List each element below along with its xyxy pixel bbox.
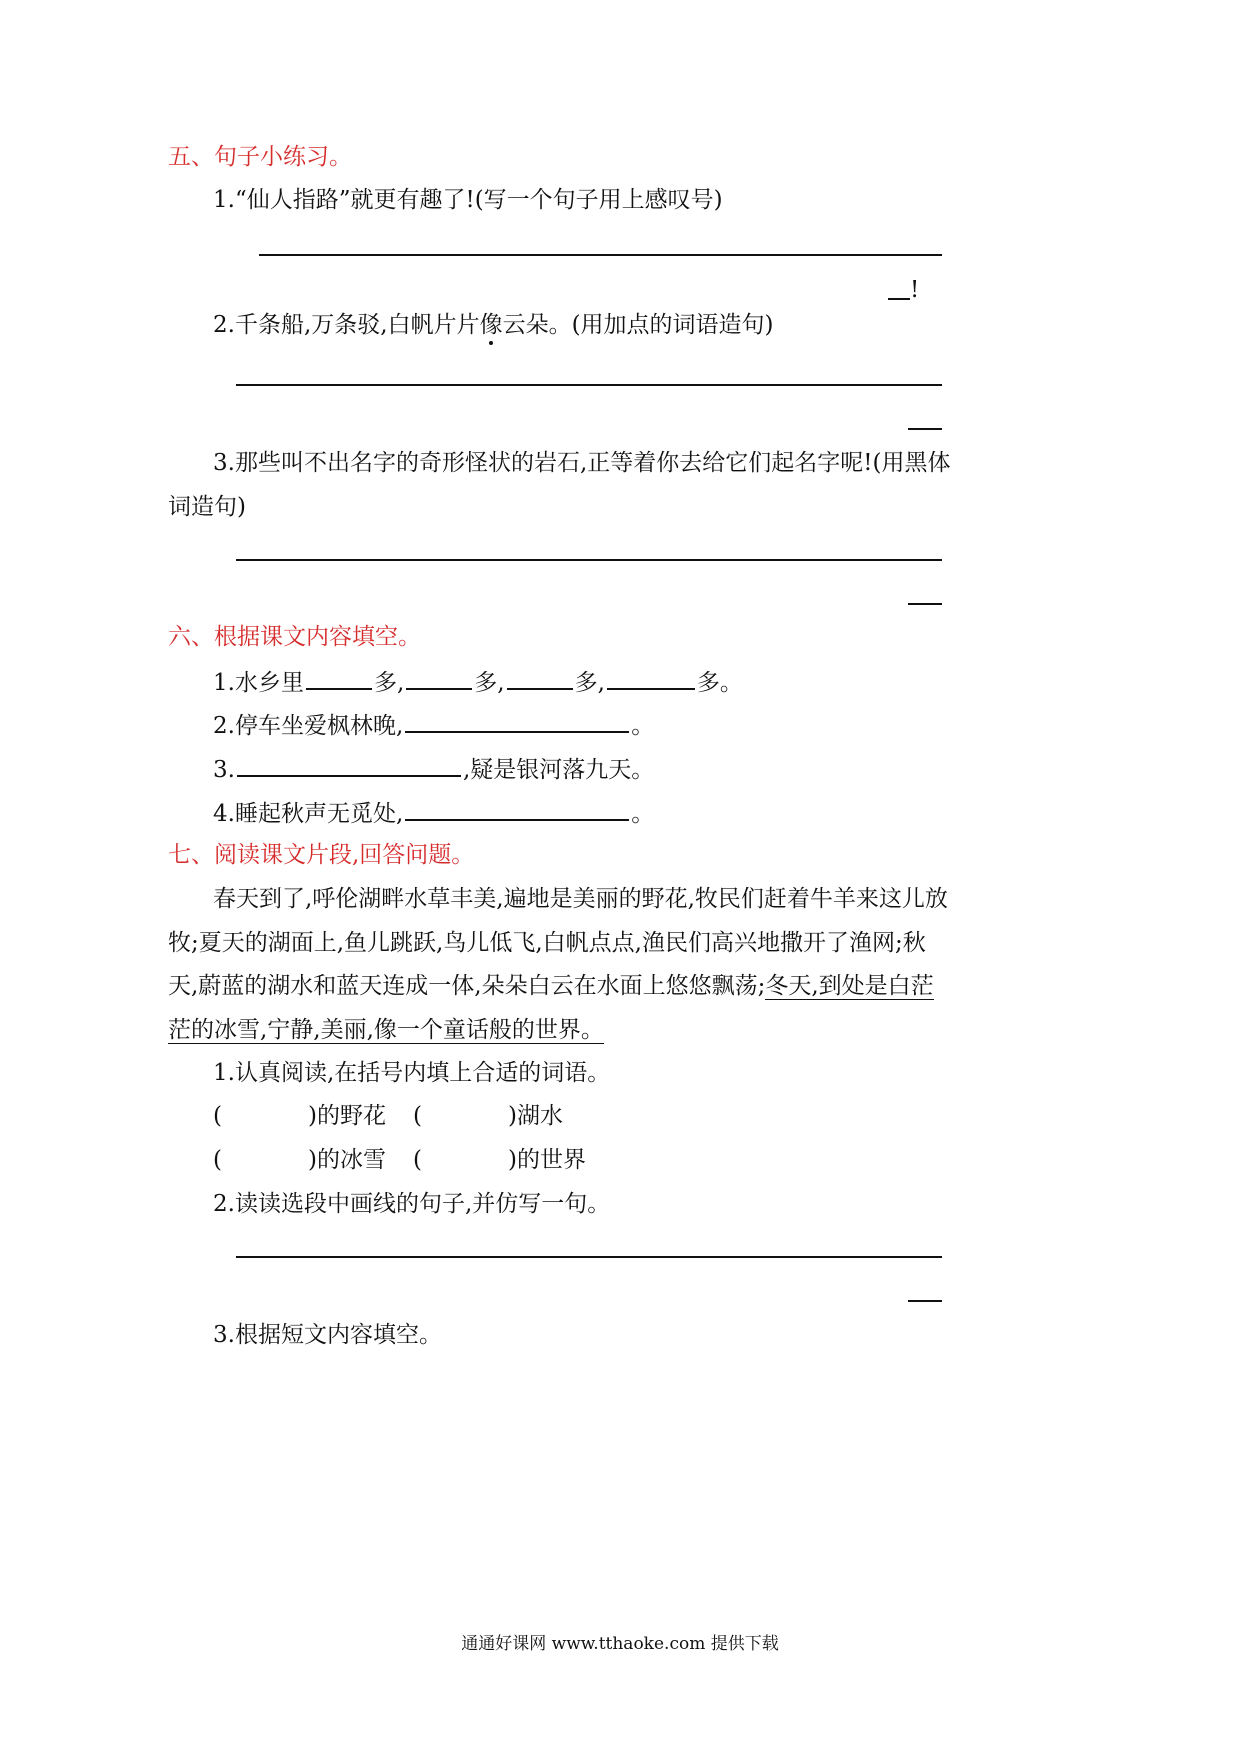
exclamation-mark: ! <box>910 277 920 303</box>
question-5-1: 1.“仙人指路”就更有趣了!(写一个句子用上感叹号) <box>213 187 723 213</box>
answer-line-7-2[interactable] <box>236 1256 942 1258</box>
bracket-fill-2: ( )湖水 <box>413 1103 563 1129</box>
fill-blank[interactable] <box>607 666 695 690</box>
answer-line-5-3-end[interactable] <box>908 603 942 605</box>
answer-line-5-2[interactable] <box>236 384 942 386</box>
fill-blank[interactable] <box>237 753 461 777</box>
question-5-3-line2: 词造句) <box>168 494 246 520</box>
fill-blank[interactable] <box>406 666 472 690</box>
footer-credit: 通通好课网 www.tthaoke.com 提供下载 <box>461 1634 779 1654</box>
section-5-title: 五、句子小练习。 <box>168 144 352 170</box>
fill-blank[interactable] <box>306 666 372 690</box>
section-6-title: 六、根据课文内容填空。 <box>168 624 421 650</box>
question-5-2: 2.千条船,万条驳,白帆片片像云朵。(用加点的词语造句) <box>213 312 774 338</box>
answer-line-5-2-end[interactable] <box>908 428 942 430</box>
question-6-3: 3. ,疑是银河落九天。 <box>213 753 654 785</box>
passage-line-4 <box>168 1015 604 1045</box>
question-5-3-line1: 3.那些叫不出名字的奇形怪状的岩石,正等着你去给它们起名字呢!(用黑体 <box>213 450 951 476</box>
bracket-fill-3: ( )的冰雪 <box>213 1147 386 1173</box>
underlined-sentence: 茫的冰雪,宁静,美丽,像一个童话般的世界。 <box>168 1017 604 1043</box>
question-6-4: 4.睡起秋声无觅处, 。 <box>213 797 654 829</box>
answer-line-5-1[interactable] <box>259 254 942 256</box>
fill-blank[interactable] <box>507 666 573 690</box>
underlined-sentence: 冬天,到处是白茫 <box>765 973 934 999</box>
answer-line-5-3[interactable] <box>236 559 942 561</box>
question-6-1: 1.水乡里 多, 多, 多, 多。 <box>213 666 743 698</box>
question-7-3: 3.根据短文内容填空。 <box>213 1322 442 1348</box>
fill-blank[interactable] <box>405 797 629 821</box>
question-7-2: 2.读读选段中画线的句子,并仿写一句。 <box>213 1191 611 1217</box>
fill-blank[interactable] <box>405 709 629 733</box>
passage-line-1: 春天到了,呼伦湖畔水草丰美,遍地是美丽的野花,牧民们赶着牛羊来这儿放 <box>213 886 948 912</box>
bracket-fill-1: ( )的野花 <box>213 1103 386 1129</box>
section-7-title: 七、阅读课文片段,回答问题。 <box>168 842 475 868</box>
passage-line-2: 牧;夏天的湖面上,鱼儿跳跃,鸟儿低飞,白帆点点,渔民们高兴地撒开了渔网;秋 <box>168 930 926 956</box>
answer-line-5-1-end[interactable] <box>888 298 910 300</box>
bracket-fill-4: ( )的世界 <box>413 1147 586 1173</box>
passage-line-3: 天,蔚蓝的湖水和蓝天连成一体,朵朵白云在水面上悠悠飘荡;冬天,到处是白茫 <box>168 973 934 999</box>
answer-line-7-2-end[interactable] <box>908 1300 942 1302</box>
question-7-1: 1.认真阅读,在括号内填上合适的词语。 <box>213 1060 611 1086</box>
question-6-2: 2.停车坐爱枫林晚, 。 <box>213 709 654 741</box>
dotted-word: 像 <box>479 312 503 338</box>
